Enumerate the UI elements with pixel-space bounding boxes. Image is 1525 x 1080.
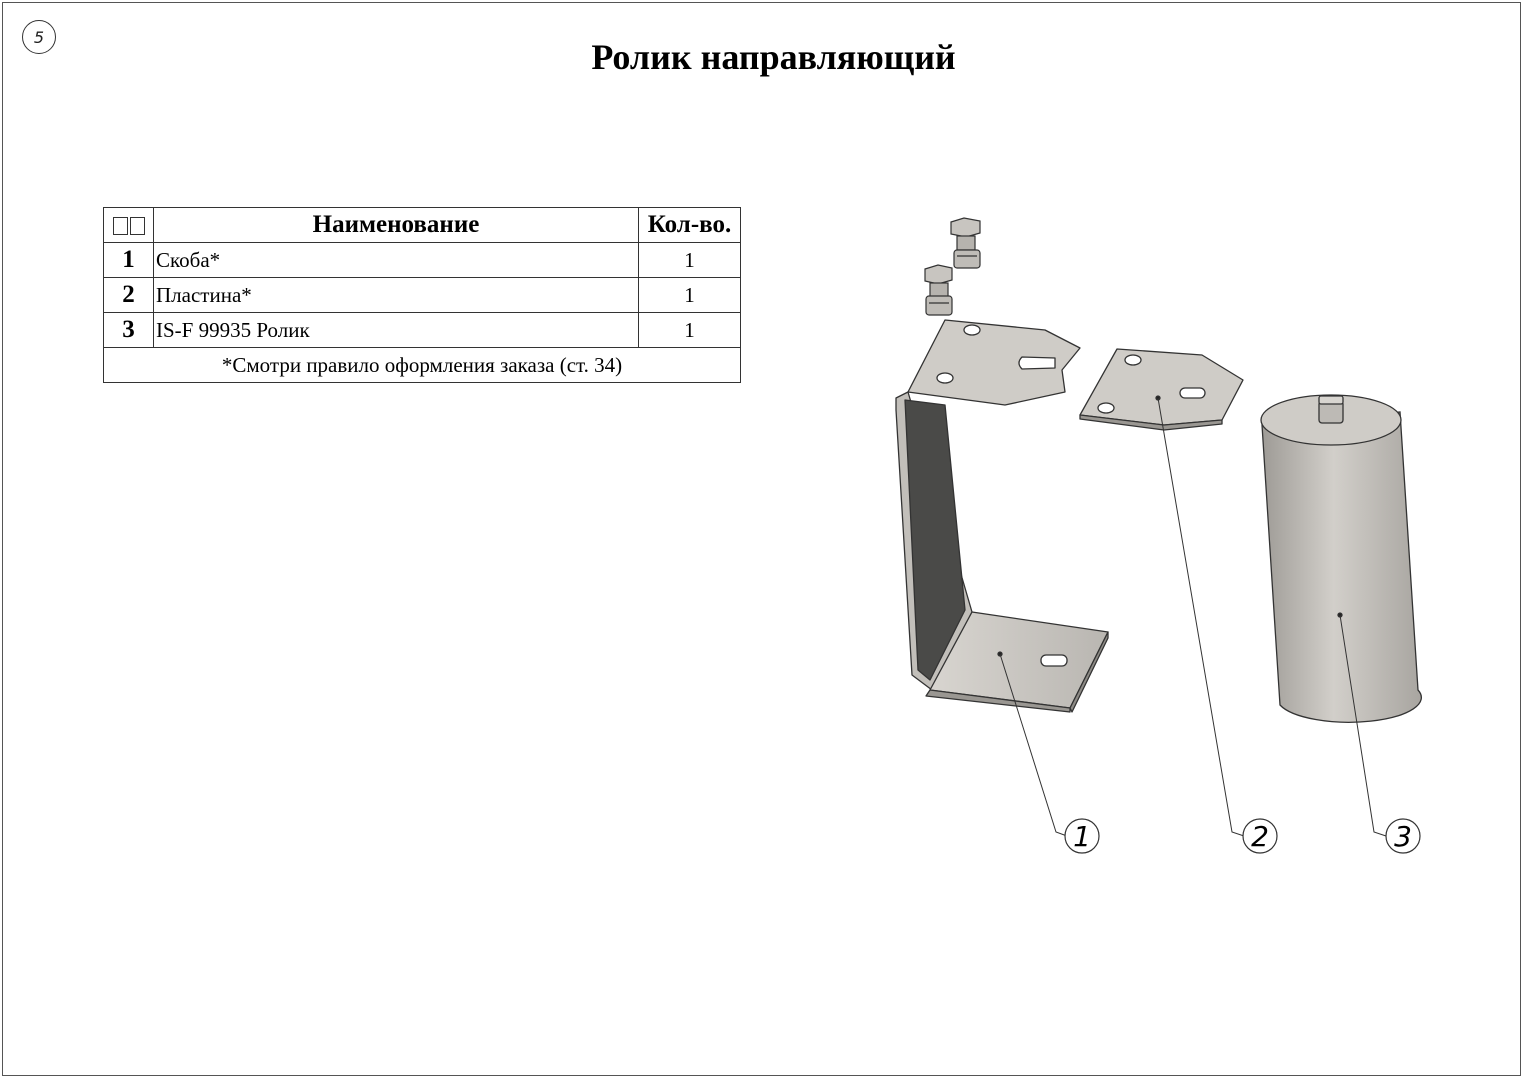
row-pos: 3 — [104, 313, 154, 348]
row-pos: 1 — [104, 243, 154, 278]
callout-balloon-3 — [1386, 819, 1420, 853]
callout-balloon-1 — [1065, 819, 1099, 853]
qty-header: Кол-во. — [639, 208, 741, 243]
callout-label: 3 — [1394, 820, 1412, 853]
bolt-icon — [951, 218, 980, 268]
row-name: Скоба* — [154, 243, 639, 278]
bracket-part-1 — [896, 320, 1108, 712]
row-qty: 1 — [639, 278, 741, 313]
row-name: IS-F 99935 Ролик — [154, 313, 639, 348]
row-pos: 2 — [104, 278, 154, 313]
callout-balloon-2 — [1243, 819, 1277, 853]
row-qty: 1 — [639, 313, 741, 348]
name-header: Наименование — [154, 208, 639, 243]
bolt-icon — [925, 265, 952, 315]
table-footnote: *Смотри правило оформления заказа (ст. 34) — [104, 348, 741, 383]
page-title: Ролик направляющий — [591, 37, 956, 77]
callout-label: 1 — [1073, 820, 1091, 853]
roller-part-3 — [1261, 395, 1421, 722]
row-qty: 1 — [639, 243, 741, 278]
row-name: Пластина* — [154, 278, 639, 313]
callout-label: 2 — [1251, 820, 1269, 853]
page-number-badge: 5 — [22, 20, 56, 54]
